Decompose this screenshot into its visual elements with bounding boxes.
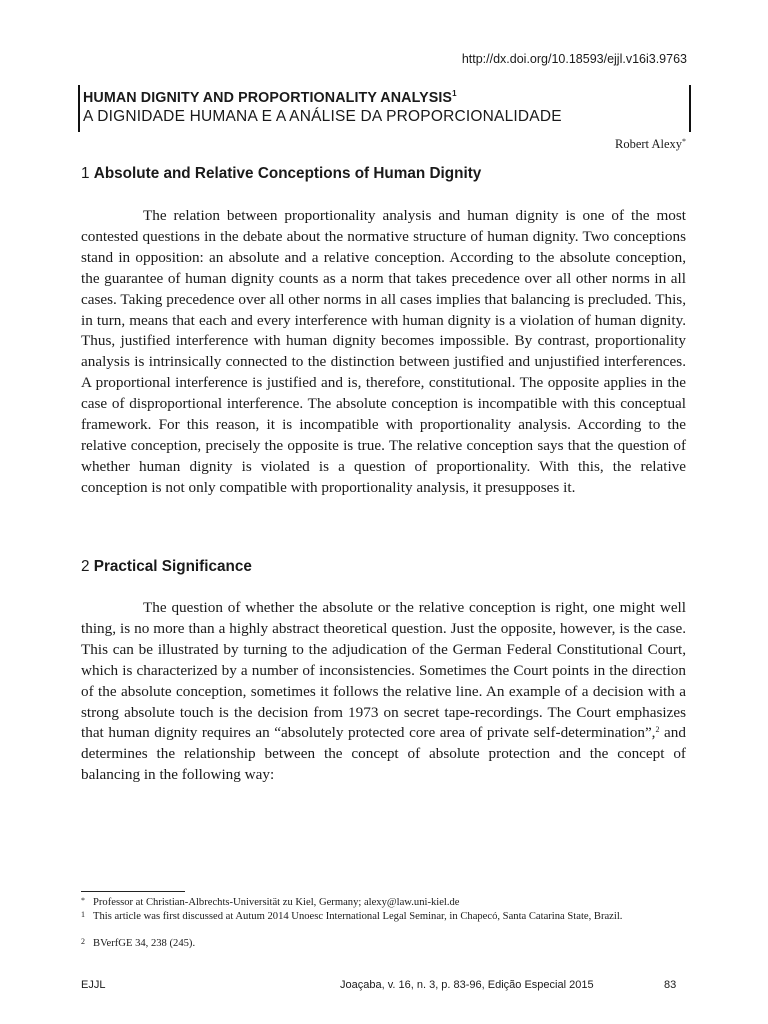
section-2-heading xyxy=(81,558,252,576)
section-1-number: 1 xyxy=(81,165,90,182)
section-2-title: Practical Significance xyxy=(93,558,252,575)
footnote-author: * Professor at Christian-Albrechts-Universität zu Kiel, Germany; alexy@law.uni-kiel.de xyxy=(81,896,460,908)
footnote-rule xyxy=(81,891,185,892)
doi-link[interactable]: http://dx.doi.org/10.18593/ejjl.v16i3.9763 xyxy=(461,52,687,66)
author-footnote-ref[interactable]: * xyxy=(682,137,686,146)
section-1-title: Absolute and Relative Conceptions of Human Dignity xyxy=(93,165,482,182)
footer-journal: EJJL xyxy=(81,979,106,991)
footnote-ref-2[interactable]: 2 xyxy=(655,725,660,735)
footer-page-number: 83 xyxy=(664,979,677,991)
section-1-paragraph: The relation between proportionality analysis and human dignity is one of the most contested questions in the debate about the normative structure of human dignity. Two conceptions stand in opposition: an absolute and a relative conception. According to the absolute conception, the guarantee of human dignity counts as a norm that takes precedence over all other norms in all cases. Taking precedence over all other norms in all cases implies that balancing is precluded. This, in turn, means that each and every interference with human dignity is a violation of human dignity. Thus, justified interference with human dignity becomes impossible. By contrast, proportionality analysis is intrinsically connected to the distinction between justified and unjustified interferences. A proportional interference is justified and is, therefore, constitutional. The opposite applies in the case of disproportional interference. The absolute conception is incompatible with this conceptual framework. For this reason, it is incompatible with proportionality analysis. According to the relative conception, precisely the opposite is true. The relative conception says that the question of whether human dignity is violated is a question of proportionality. With this, the relative conception is not only compatible with proportionality analysis, it presupposes it. xyxy=(81,207,686,496)
footer-citation: Joaçaba, v. 16, n. 3, p. 83-96, Edição Especial 2015 xyxy=(340,979,594,991)
section-2-number: 2 xyxy=(81,558,90,575)
section-2-paragraph: The question of whether the absolute or the relative conception is right, one might well thing, is no more than a highly abstract theoretical question. Just the opposite, however, is the case. This can be illustrated by turning to the adjudication of the German Federal Constitutional Court, which is characterized by a number of inconsistencies. Sometimes the Court points in the direction of the absolute conception, sometimes it follows the relative line. An example of a decision with a strong absolute touch is the decision from 1973 on secret tape-recordings. The Court emphasizes that human dignity requires an “absolutely protected core area of private self-determination”,$^2$ and determines the relationship between the concept of absolute protection and the concept of balancing in the following way: xyxy=(81,599,686,784)
section-1-heading xyxy=(81,165,481,183)
title-portuguese: A DIGNIDADE HUMANA E A ANÁLISE DA PROPORCIONALIDADE xyxy=(83,108,562,125)
author: Robert Alexy* xyxy=(614,137,686,151)
footnote-2: 2 BVerfGE 34, 238 (245). xyxy=(81,937,196,949)
title-block xyxy=(78,85,691,132)
footnote-1: 1 This article was first discussed at Autum 2014 Unoesc International Legal Seminar, in Chapecó, Santa Catarina State, Brazil. xyxy=(81,910,623,922)
title-english: HUMAN DIGNITY AND PROPORTIONALITY ANALYSIS$^1$ xyxy=(83,89,457,106)
title-footnote-ref[interactable]: 1 xyxy=(452,89,457,98)
